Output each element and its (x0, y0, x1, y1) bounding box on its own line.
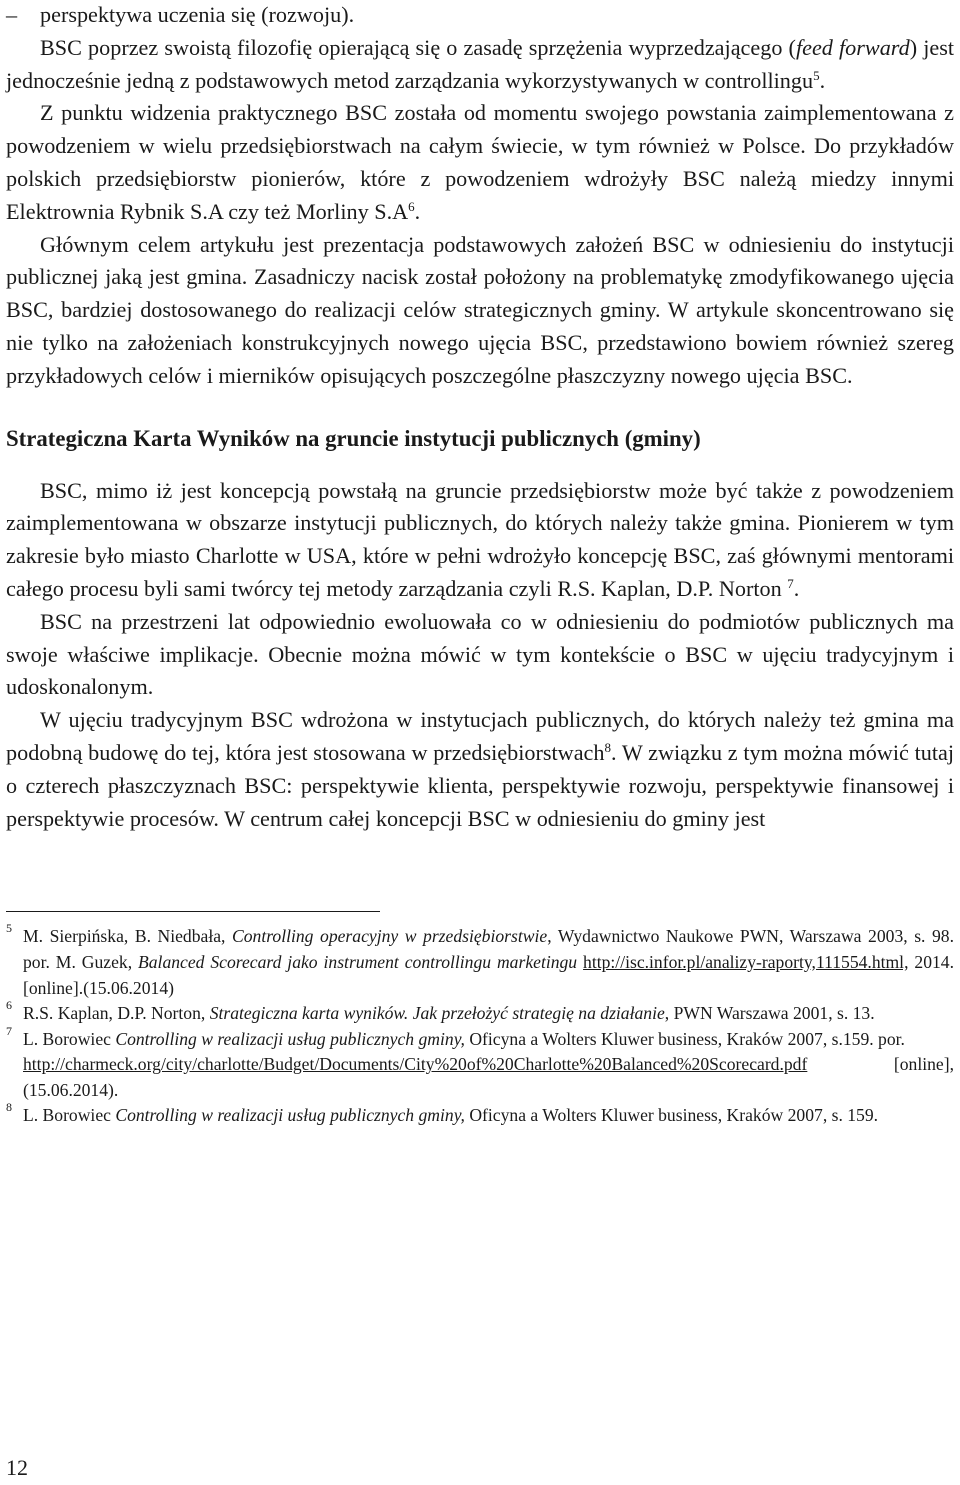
footnotes (6, 921, 954, 1129)
footnote-text: L. Borowiec Controlling w realizacji usług publicznych gminy, Oficyna a Wolters Kluwer business, Kraków 2007, s.159. por. http://charmeck.org/city/charlotte/Budget/Documents/City%20of%20Charlotte%20Balanced%20Scorecard.pdf [online], (15.06.2014). (23, 1028, 954, 1100)
footnote-ref: 5 (813, 67, 820, 83)
footnote-ref: 8 (604, 740, 611, 756)
footnote-divider (6, 911, 380, 912)
footnote-link[interactable]: http://isc.infor.pl/analizy-raporty,111554.html, (583, 951, 909, 972)
list-item-dash (6, 0, 954, 32)
section-heading: Strategiczna Karta Wyników na gruncie instytucji publicznych (gminy) (6, 425, 701, 451)
footnote-ref: 7 (787, 576, 794, 592)
dash-bullet: – (6, 2, 18, 27)
footnote-text: R.S. Kaplan, D.P. Norton, Strategiczna karta wyników. Jak przełożyć strategię na działanie, PWN Warszawa 2001, s. 13. (23, 1003, 875, 1024)
footnote-ref: 6 (408, 198, 415, 214)
paragraph: Z punktu widzenia praktycznego BSC została od momentu swojego powstania zaimplementowana z powodzeniem w wielu przedsiębiorstwach na całym świecie, w tym również w Polsce. Do przykładów polskich przedsiębiorstw pionierów, które z powodzeniem wdrożyły BSC należą miedzy innymi Elektrownia Rybnik S.A czy też Morliny $S.A^6$. (6, 100, 954, 224)
footnote-number: 8 (6, 1100, 12, 1115)
footnote-number: 7 (6, 1023, 12, 1038)
footnote-number: 5 (6, 921, 12, 936)
footnote (6, 1023, 954, 1104)
paragraph: Głównym celem artykułu jest prezentacja podstawowych założeń BSC w odniesieniu do instytucji publicznej jaką jest gmina. Zasadniczy nacisk został położony na problematykę zmodyfikowanego ujęcia BSC, bardziej dostosowanego do realizacji celów strategicznych gminy. W artykule skoncentrowano się nie tylko na założeniach konstrukcyjnych nowego ujęcia BSC, przedstawiono bowiem również szereg przykładowych celów i mierników opisujących poszczególne płaszczyzny nowego ujęcia BSC. (6, 231, 954, 388)
page-number: 12 (6, 1455, 28, 1480)
paragraph: BSC poprzez swoistą filozofię opierającą się o zasadę sprzężenia wyprzedzającego (feed forward) jest jednocześnie jedną z podstawowych metod zarządzania wykorzystywanych w controllingu$^5$. (6, 34, 955, 93)
paragraph: BSC na przestrzeni lat odpowiednio ewoluowała co w odniesieniu do podmiotów publicznych ma swoje właściwe implikacje. Obecnie można mówić w tym kontekście o BSC w ujęciu tradycyjnym i udoskonalonym. (6, 608, 954, 700)
footnote-text: M. Sierpińska, B. Niedbała, Controlling operacyjny w przedsiębiorstwie, Wydawnictwo Naukowe PWN, Warszawa 2003, s. 98. por. M. Guzek, Balanced Scorecard jako instrument controllingu marketingu http://isc.infor.pl/analizy-raporty,111554.html, 2014. [online].(15.06.2014) (23, 926, 954, 998)
italic-term: feed forward (795, 34, 910, 60)
footnote (6, 921, 954, 1001)
footnote-link[interactable]: http://charmeck.org/city/charlotte/Budget/Documents/City%20of%20Charlotte%20Balanced%20Scorecard.pdf (23, 1054, 808, 1075)
footnote (6, 998, 954, 1027)
paragraph: W ujęciu tradycyjnym BSC wdrożona w instytucjach publicznych, do których należy też gmina ma podobną budowę do tej, która jest stosowana w przedsiębiorstwach$^8$. W związku z tym można mówić tutaj o czterech płaszczyznach BSC: perspektywie klienta, perspektywie rozwoju, perspektywie finansowej i perspektywie procesów. W centrum całej koncepcji BSC w odniesieniu do gminy jest (6, 707, 955, 831)
footnote-text: L. Borowiec Controlling w realizacji usług publicznych gminy, Oficyna a Wolters Kluwer business, Kraków 2007, s. 159. (23, 1105, 879, 1126)
footnote (6, 1100, 954, 1129)
footnote-number: 6 (6, 998, 12, 1013)
paragraph: BSC, mimo iż jest koncepcją powstałą na gruncie przedsiębiorstw może być także z powodzeniem zaimplementowana w obszarze instytucji publicznych, do których należy także gmina. Pionierem w tym zakresie było miasto Charlotte w USA, które w pełni wdrożyło koncepcję BSC, zaś głównymi mentorami całego procesu byli sami twórcy tej metody zarządzania czyli R.S. Kaplan, D.P. Norton $^7$. (6, 477, 954, 601)
list-item-text: perspektywa uczenia się (rozwoju). (40, 2, 355, 27)
